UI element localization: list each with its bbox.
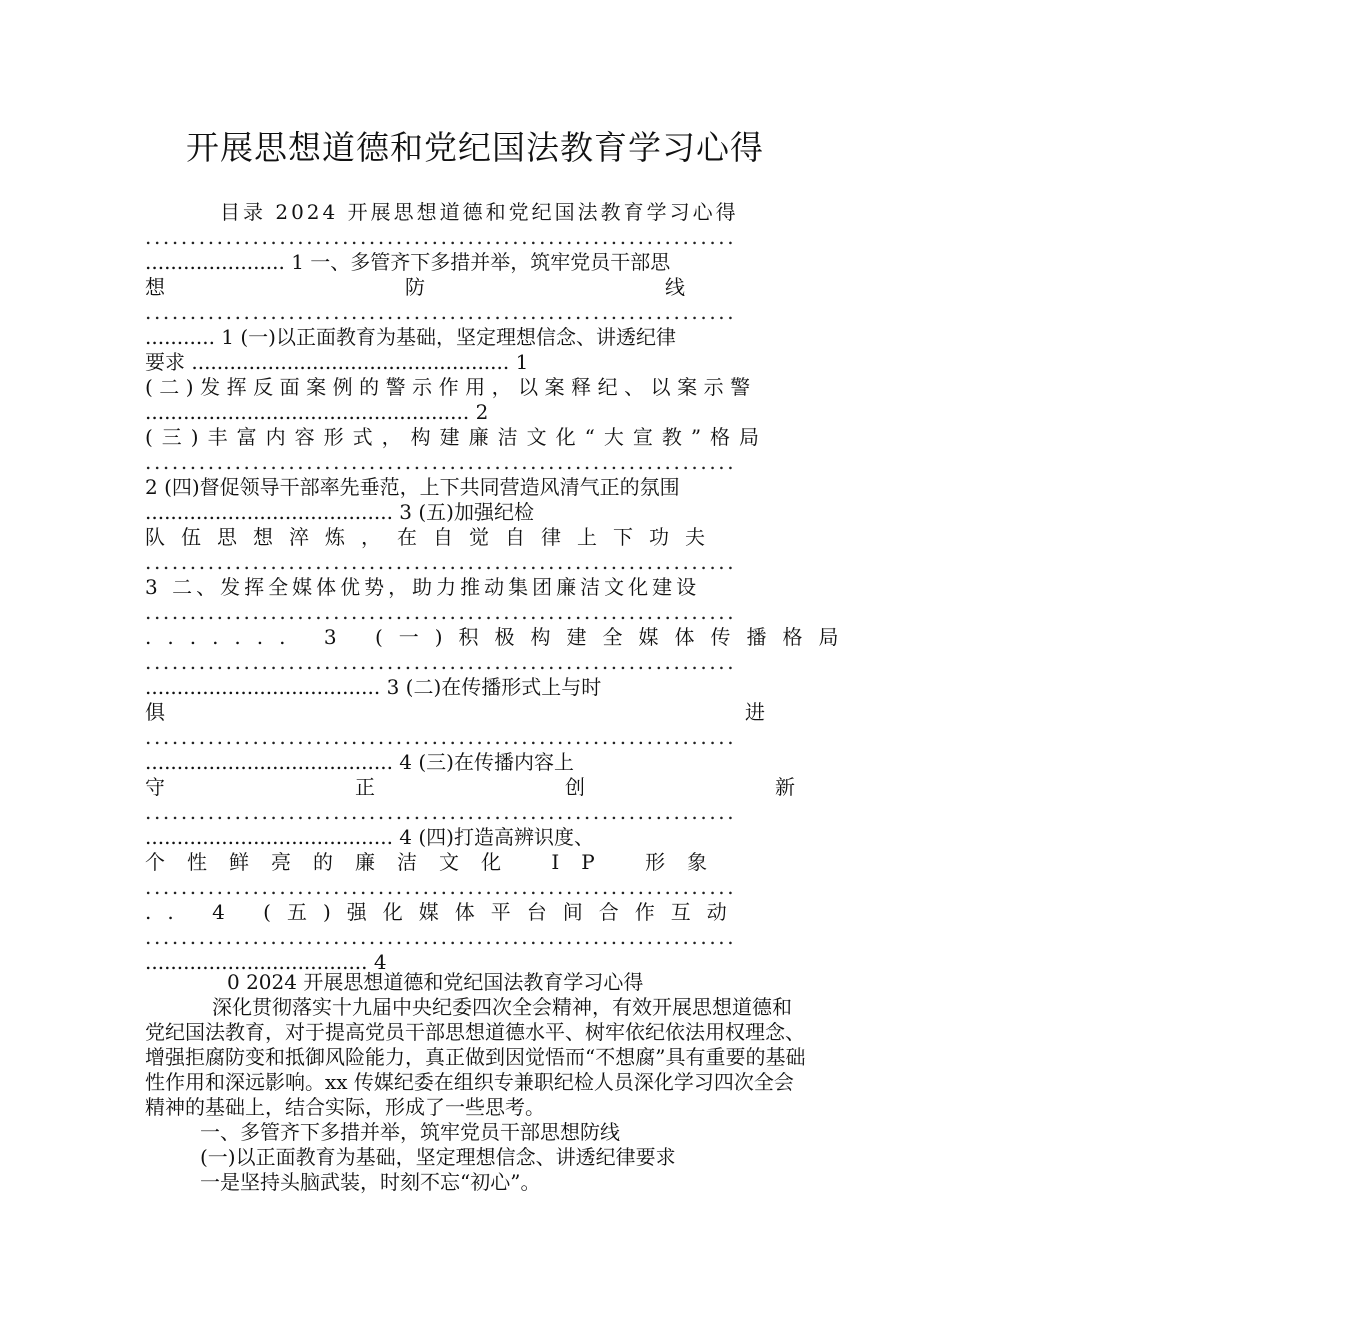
toc-dots: .................................................................. xyxy=(145,300,737,324)
toc-entry: ....... 3 (一)积极构建全媒体传播格局 xyxy=(145,625,855,649)
subsection-heading: (一)以正面教育为基础，坚定理想信念、讲透纪律要求 xyxy=(200,1145,676,1169)
toc-entry: 个性鲜亮的廉洁文化 IP 形象 xyxy=(145,850,730,874)
document-title: 开展思想道德和党纪国法教育学习心得 xyxy=(186,128,764,167)
document-body xyxy=(145,970,807,1195)
toc-entry: (三)丰富内容形式，构建廉洁文化“大宣教”格局 xyxy=(145,425,769,449)
toc-entry: 想防线 xyxy=(145,275,925,299)
toc-entry: .. 4 (五)强化媒体平台间合作互动 xyxy=(145,900,743,924)
toc-dots: .................................................................. xyxy=(145,800,737,824)
body-heading: 0 2024 开展思想道德和党纪国法教育学习心得 xyxy=(227,970,644,994)
table-of-contents xyxy=(145,200,1345,975)
toc-entry: ...................... 1 一、多管齐下多措并举，筑牢党员干部思 xyxy=(145,250,671,274)
toc-entry: 要求 .................................................. 1 xyxy=(145,350,529,374)
toc-entry: ..................................... 3 (二)在传播形式上与时 xyxy=(145,675,602,699)
toc-dots: .................................................................. xyxy=(145,725,737,749)
toc-dots: .................................................................. xyxy=(145,450,737,474)
toc-entry: 3 二、发挥全媒体优势，助力推动集团廉洁文化建设 xyxy=(145,575,701,599)
toc-entry: ........... 1 (一)以正面教育为基础，坚定理想信念、讲透纪律 xyxy=(145,325,676,349)
toc-dots: .................................................................. xyxy=(145,875,737,899)
toc-dots: .................................................................. xyxy=(145,600,737,624)
toc-entry: ................................... 4 xyxy=(145,950,387,974)
toc-heading: 目录 2024 开展思想道德和党纪国法教育学习心得 xyxy=(220,200,739,224)
toc-entry: 守正创新 xyxy=(145,775,985,799)
toc-entry: (二)发挥反面案例的警示作用，以案释纪、以案示警 xyxy=(145,375,757,399)
body-paragraph: 深化贯彻落实十九届中央纪委四次全会精神，有效开展思想道德和党纪国法教育，对于提高党员干部思想道德水平、树牢依纪依法用权理念、增强拒腐防变和抵御风险能力，真正做到因觉悟而“不想腐”具有重要的基础性作用和深远影响。xx 传媒纪委在组织专兼职纪检人员深化学习四次全会精神的基础上，结合实际，形成了一些思考。 xyxy=(145,995,806,1119)
toc-dots: .................................................................. xyxy=(145,925,737,949)
toc-dots: .................................................................. xyxy=(145,550,737,574)
body-point: 一是坚持头脑武装，时刻不忘“初心”。 xyxy=(200,1170,541,1194)
toc-entry: ................................................... 2 xyxy=(145,400,489,424)
toc-entry: 2 (四)督促领导干部率先垂范，上下共同营造风清气正的氛围 xyxy=(145,475,680,499)
section-heading: 一、多管齐下多措并举，筑牢党员干部思想防线 xyxy=(200,1120,620,1144)
toc-entry: 队伍思想淬炼，在自觉自律上下功夫 xyxy=(145,525,721,549)
toc-entry: ....................................... 4 (四)打造高辨识度、 xyxy=(145,825,594,849)
toc-entry: ....................................... 4 (三)在传播内容上 xyxy=(145,750,574,774)
toc-dots: .................................................................. xyxy=(145,650,737,674)
toc-dots: .................................................................. xyxy=(145,225,737,249)
toc-entry: ....................................... 3 (五)加强纪检 xyxy=(145,500,534,524)
toc-entry: 俱进 xyxy=(145,700,1345,724)
